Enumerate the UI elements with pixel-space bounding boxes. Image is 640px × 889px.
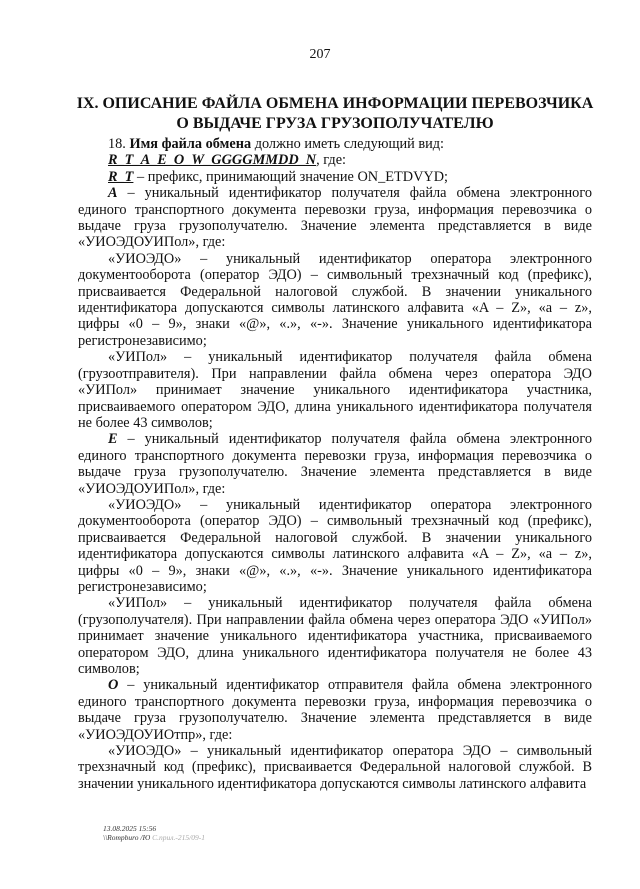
footer-timestamp: 13.08.2025 15:56 xyxy=(103,824,157,833)
bold-term: Имя файла обмена xyxy=(129,136,252,152)
footer-path-faint: С.прил.-215/09-1 xyxy=(152,833,205,842)
section-title xyxy=(70,94,600,134)
a-text: – уникальный идентификатор получателя файла обмена электронного единого транспортного документа перевозки груза, информация перевозчика о выдаче груза грузополучателю. Значение элемента представляется в виде «УИОЭДОУИПол», где: xyxy=(78,185,592,251)
a-uipol-definition: «УИПол» – уникальный идентификатор получателя файла обмена (грузоотправителя). При направлении файла обмена через оператора ЭДО «УИПол» принимает значение уникального идентификатора участника, присваиваемого оператором ЭДО, длина уникального идентификатора получателя не более 43 символов; xyxy=(78,349,592,431)
a-definition xyxy=(78,185,592,251)
e-definition xyxy=(78,431,592,497)
paragraph-18 xyxy=(78,136,592,152)
o-code: O xyxy=(108,677,119,694)
o-uioedo-definition: «УИОЭДО» – уникальный идентификатор оператора ЭДО – символьный трехзначный код (префикс), присваивается Федеральной налоговой службой. В значении уникального идентификатора допускаются символы латинского алфавита xyxy=(78,743,592,792)
paragraph-number: 18. xyxy=(108,136,130,152)
paragraph-text: должно иметь следующий вид: xyxy=(251,136,444,152)
e-uipol-definition: «УИПол» – уникальный идентификатор получателя файла обмена (грузополучателя). При направлении файла обмена через оператора ЭДО «УИПол» принимает значение уникального идентификатора участника, присваиваемого оператором ЭДО, длина уникального идентификатора получателя не более 43 символов; xyxy=(78,595,592,677)
a-uioedo-definition: «УИОЭДО» – уникальный идентификатор оператора электронного документооборота (оператор ЭДО) – символьный трехзначный код (префикс), присваивается Федеральной налоговой службой. В значении уникального идентификатора допускаются символы латинского алфавита «A – Z», «a – z», цифры «0 – 9», знаки «@», «.», «-». Значение уникального идентификатора регистронезависимо; xyxy=(78,250,592,349)
footer-path-text: \\Rompburo /Ю xyxy=(103,833,151,842)
prefix-text: – префикс, принимающий значение ON_ETDVYD; xyxy=(133,168,449,185)
e-uioedo-definition: «УИОЭДО» – уникальный идентификатор оператора электронного документооборота (оператор ЭДО) – символьный трехзначный код (префикс), присваивается Федеральной налоговой службой. В значении уникального идентификатора допускаются символы латинского алфавита «A – Z», «a – z», цифры «0 – 9», знаки «@», «.», «-». Значение уникального идентификатора регистронезависимо; xyxy=(78,496,592,595)
section-title-line1: IX. ОПИСАНИЕ ФАЙЛА ОБМЕНА ИНФОРМАЦИИ ПЕРЕВОЗЧИКА xyxy=(76,95,594,112)
o-definition xyxy=(78,677,592,743)
e-text: – уникальный идентификатор получателя файла обмена электронного единого транспортного документа перевозки груза, информация перевозчика о выдаче груза грузополучателю. Значение элемента представляется в виде «УИОЭДОУИПол», где: xyxy=(78,431,592,497)
print-footer xyxy=(103,824,205,842)
section-title-line2: О ВЫДАЧЕ ГРУЗА ГРУЗОПОЛУЧАТЕЛЮ xyxy=(176,115,494,132)
a-code: A xyxy=(108,185,118,202)
filename-code: R_T_A_E_O_W_GGGGMMDD_N xyxy=(108,152,317,169)
filename-pattern xyxy=(78,152,592,168)
prefix-definition xyxy=(78,169,592,185)
filename-suffix: , где: xyxy=(316,152,347,169)
o-text: – уникальный идентификатор отправителя файла обмена электронного единого транспортного документа перевозки груза, информация перевозчика о выдаче груза грузополучателю. Значение элемента представляется в виде «УИОЭДОУИОтпр», где: xyxy=(78,677,592,743)
e-code: E xyxy=(108,431,118,448)
document-body xyxy=(78,136,592,792)
prefix-code: R_T xyxy=(108,168,134,185)
footer-path xyxy=(103,833,205,842)
page-number: 207 xyxy=(309,47,331,62)
